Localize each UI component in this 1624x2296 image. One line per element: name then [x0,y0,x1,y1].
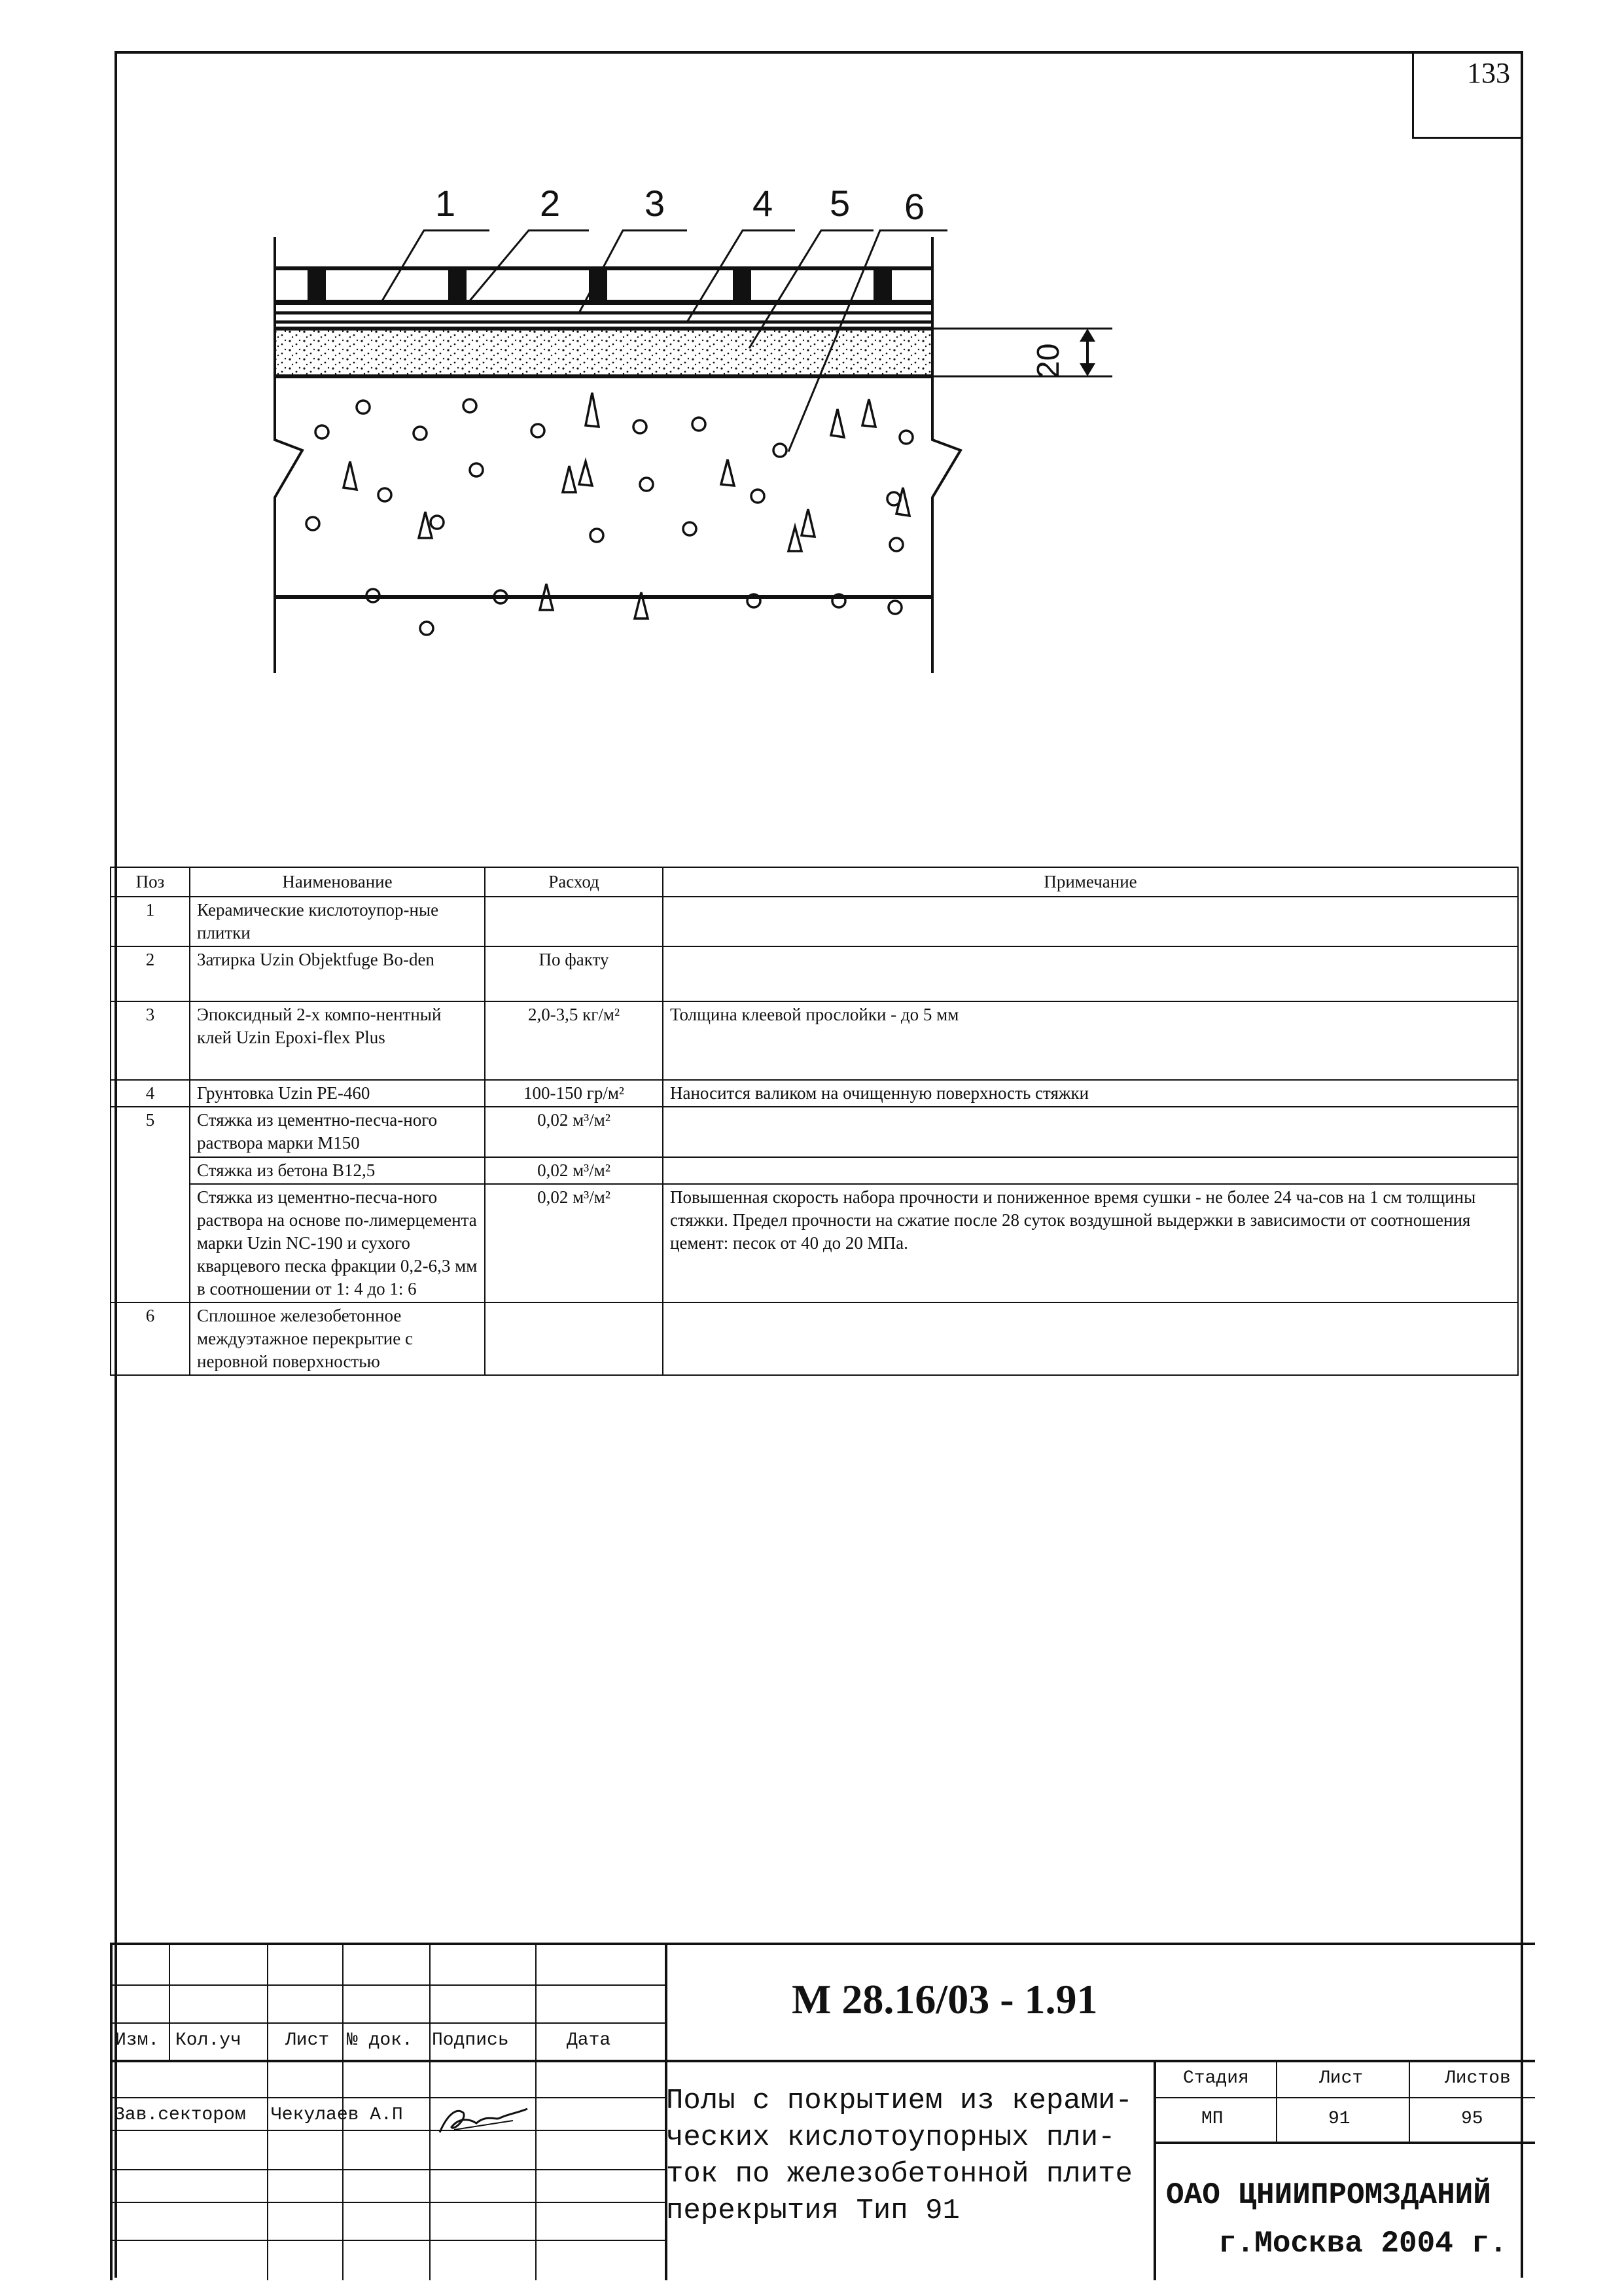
cell-note: Толщина клеевой прослойки - до 5 мм [663,1001,1518,1080]
stamp-role: Зав.сектором [114,2105,246,2125]
header-pos: Поз [111,867,190,897]
cell-name: Стяжка из цементно-песча-ного раствора марки М150 [190,1107,485,1157]
position-label-4: 4 [752,183,773,224]
header-note: Примечание [663,867,1518,897]
cell-note [663,1157,1518,1184]
document-code: М 28.16/03 - 1.91 [792,1976,1098,2022]
cell-pos: 6 [111,1302,190,1375]
cell-note [663,897,1518,946]
stamp-sheet: 91 [1328,2109,1350,2129]
cell-note: Повышенная скорость набора прочности и пониженное время сушки - не более 24 ча-сов на 1 см толщины стяжки. Предел прочности на сжатие после 28 суток воздушной выдержки в зависимости от соотношения цемент: песок от 40 до 20 МПа. [663,1184,1518,1302]
stamp-sheets: 95 [1461,2109,1483,2129]
table-row [111,1080,1518,1107]
table-row [111,1107,1518,1157]
stamp-stage-label: Стадия [1183,2068,1249,2089]
cell-consumption: По факту [485,946,663,1001]
stamp-header-sign: Подпись [432,2030,509,2051]
table-row [111,1302,1518,1375]
position-label-3: 3 [644,183,665,224]
cell-note [663,1107,1518,1157]
table-row [111,1184,1518,1302]
table-row [111,1157,1518,1184]
cell-name: Сплошное железобетонное междуэтажное перекрытие с неровной поверхностью [190,1302,485,1375]
table-row [111,897,1518,946]
cell-consumption [485,897,663,946]
floor-section-drawing [0,0,1624,720]
header-consumption: Расход [485,867,663,897]
stamp-stage: МП [1201,2109,1224,2129]
specification-table [110,867,1519,1376]
stamp-person: Чекулаев А.П [271,2105,403,2125]
stamp-sheets-label: Листов [1445,2068,1511,2089]
cell-consumption: 2,0-3,5 кг/м² [485,1001,663,1080]
cell-pos: 2 [111,946,190,1001]
cell-consumption: 0,02 м³/м² [485,1157,663,1184]
stamp-header-doc: № док. [347,2030,413,2051]
cell-name: Грунтовка Uzin PE-460 [190,1080,485,1107]
stamp-sheet-label: Лист [1319,2068,1364,2089]
table-header-row [111,867,1518,897]
cell-consumption [485,1302,663,1375]
cell-name: Стяжка из бетона В12,5 [190,1157,485,1184]
cell-note: Наносится валиком на очищенную поверхность стяжки [663,1080,1518,1107]
table-row [111,946,1518,1001]
cell-pos: 4 [111,1080,190,1107]
cell-pos: 5 [111,1107,190,1302]
cell-note [663,1302,1518,1375]
stamp-header-date: Дата [567,2030,611,2051]
stamp-header-list: Лист [285,2030,330,2051]
cell-consumption: 100-150 гр/м² [485,1080,663,1107]
cell-name: Керамические кислотоупор-ные плитки [190,897,485,946]
organization-city-year: г.Москва 2004 г. [1218,2227,1508,2261]
dimension-label: 20 [1031,343,1066,378]
cell-pos: 1 [111,897,190,946]
cell-consumption: 0,02 м³/м² [485,1184,663,1302]
organization-name: ОАО ЦНИИПРОМЗДАНИЙ [1166,2178,1491,2212]
cell-name: Эпоксидный 2-х компо-нентный клей Uzin Epoxi-flex Plus [190,1001,485,1080]
position-label-6: 6 [904,186,925,227]
cell-pos: 3 [111,1001,190,1080]
cell-name: Стяжка из цементно-песча-ного раствора на основе по-лимерцемента марки Uzin NC-190 и сухого кварцевого песка фракции 0,2-6,3 мм в соотношении от 1: 4 до 1: 6 [190,1184,485,1302]
page-number: 133 [1467,57,1510,89]
stamp-header-kol: Кол.уч [175,2030,241,2051]
signature-mark [434,2101,533,2140]
cell-name: Затирка Uzin Objektfuge Bo-den [190,946,485,1001]
table-row [111,1001,1518,1080]
document-title: Полы с покрытием из керами- ческих кислотоупорных пли- ток по железобетонной плите перекрытия Тип 91 [666,2085,1133,2227]
cell-note [663,946,1518,1001]
stamp-header-izm: Изм. [115,2030,160,2051]
position-label-1: 1 [435,183,456,224]
position-label-5: 5 [830,183,851,224]
header-name: Наименование [190,867,485,897]
position-label-2: 2 [540,183,561,224]
cell-consumption: 0,02 м³/м² [485,1107,663,1157]
